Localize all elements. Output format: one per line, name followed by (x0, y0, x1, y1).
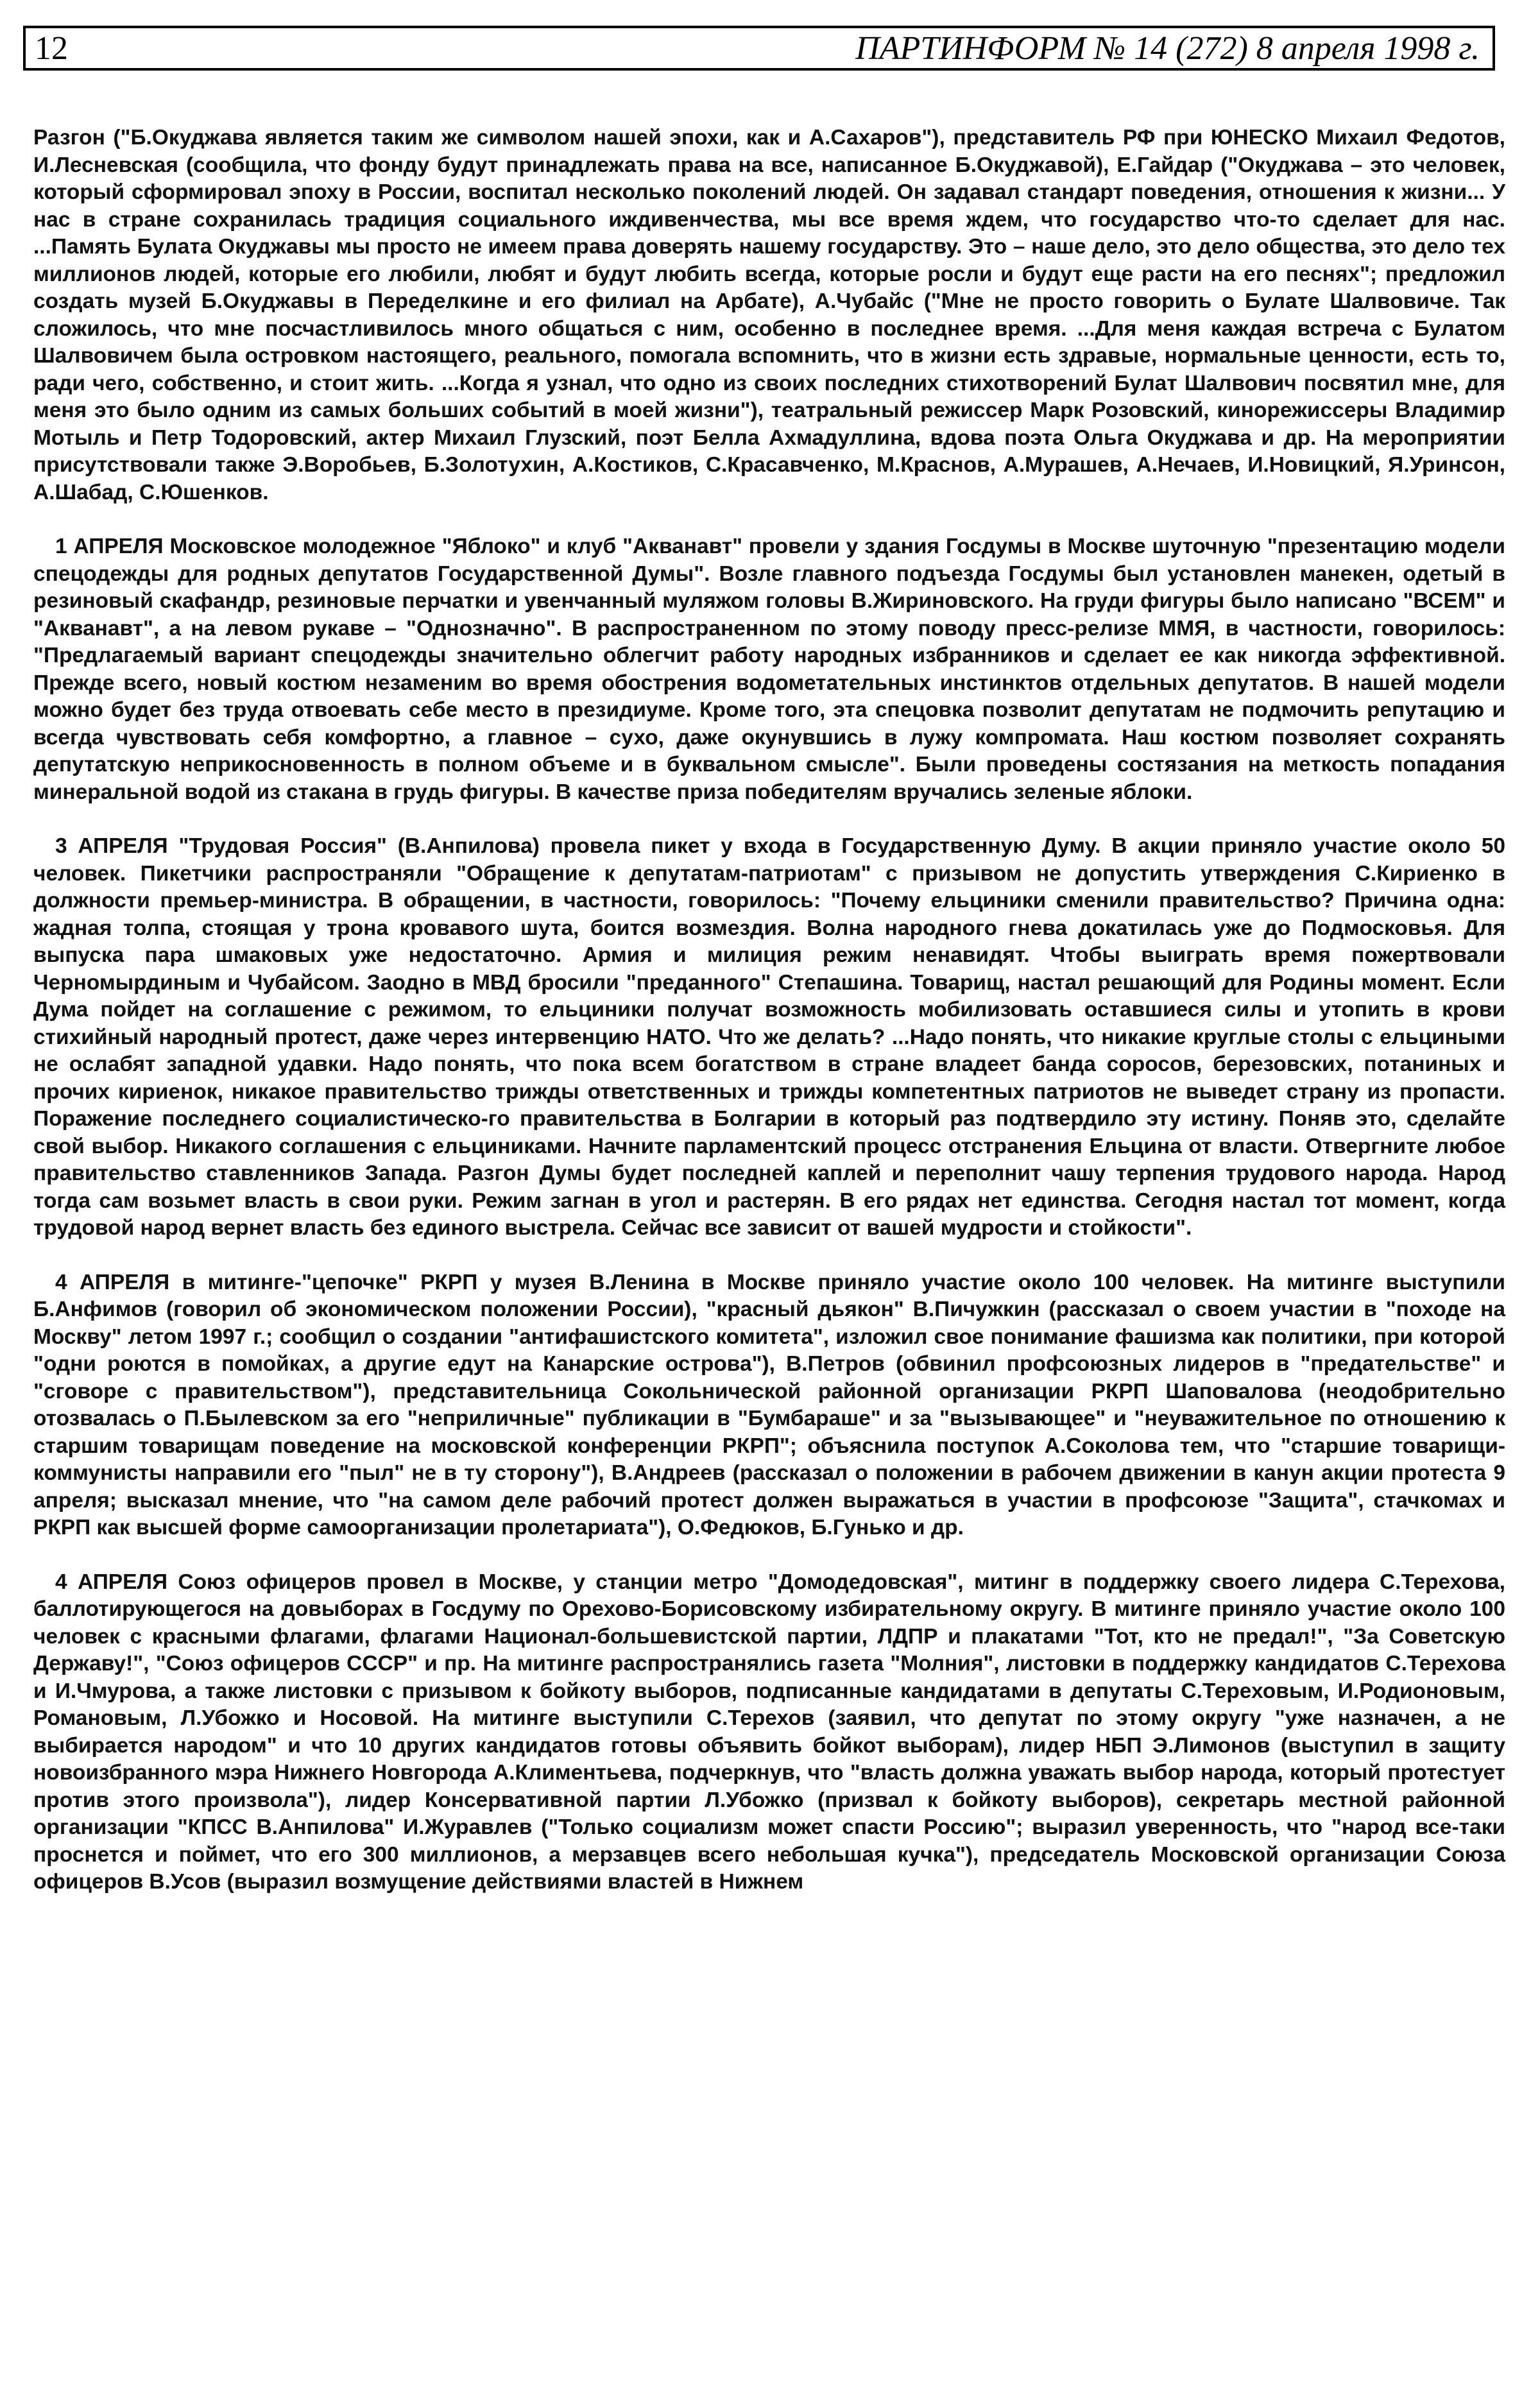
page-header (23, 26, 1495, 71)
paragraph-april-4-rkrp: 4 АПРЕЛЯ в митинге-"цепочке" РКРП у музея В.Ленина в Москве приняло участие около 100 человек. На митинге выступили Б.Анфимов (говорил об экономическом положении России), "красный дьякон" В.Пичужкин (рассказал о своем участии в "походе на Москву" летом 1997 г.; сообщил о создании "антифашистского комитета", изложил свое понимание фашизма как политики, при которой "одни роются в помойках, а другие едут на Канарские острова"), В.Петров (обвинил профсоюзных лидеров в "предательстве" и "сговоре с правительством"), представительница Сокольнической районной организации РКРП Шаповалова (неодобрительно отозвалась о П.Былевском за его "неприличные" публикации в "Бумбараше" и за "вызывающее" и "неуважительное по отношению к старшим товарищам поведение на московской конференции РКРП"; объяснила поступок А.Соколова тем, что "старшие товарищи-коммунисты направили его "пыл" не в ту сторону"), В.Андреев (рассказал о положении в рабочем движении в канун акции протеста 9 апреля; высказал мнение, что "на самом деле рабочий протест должен выражаться в участии в профсоюзе "Защита", стачкомах и РКРП как высшей форме самоорганизации пролетариата"), О.Федюков, Б.Гунько и др. (33, 1270, 1505, 1539)
paragraph-april-4-officers: 4 АПРЕЛЯ Союз офицеров провел в Москве, у станции метро "Домодедовская", митинг в поддержку своего лидера С.Терехова, баллотирующегося на довыборах в Госдуму по Орехово-Борисовскому избирательному округу. В митинге приняло участие около 100 человек с красными флагами, флагами Национал-большевистской партии, ЛДПР и плакатами "Тот, кто не предал!", "За Советскую Державу!", "Союз офицеров СССР" и пр. На митинге распространялись газета "Молния", листовки в поддержку кандидатов С.Терехова и И.Чмурова, а также листовки с призывом к бойкоту выборов, подписанные кандидатами в депутаты С.Тереховым, И.Родионовым, Романовым, Л.Убожко и Носовой. На митинге выступили С.Терехов (заявил, что депутат по этому округу "уже назначен, а не выбирается народом" и что 10 других кандидатов готовы объявить бойкот выборам), лидер НБП Э.Лимонов (выступил в защиту новоизбранного мэра Нижнего Новгорода А.Климентьева, подчеркнув, что "власть должна уважать выбор народа, который протестует против этого произвола"), лидер Консервативной партии Л.Убожко (призвал к бойкоту выборов), секретарь местной районной организации "КПСС В.Анпилова" И.Журавлев ("Только социализм может спасти Россию"; выразил уверенность, что "народ все-таки проснется и поймет, что его 300 миллионов, а мерзавцев всего небольшая кучка"), председатель Московской организации Союза офицеров В.Усов (выразил возмущение действиями властей в Нижнем (33, 1570, 1505, 1894)
paragraph-okudzhava: Разгон ("Б.Окуджава является таким же символом нашей эпохи, как и А.Сахаров"), представитель РФ при ЮНЕСКО Михаил Федотов, И.Лесневская (сообщила, что фонду будут принадлежать права на все, написанное Б.Окуджавой), Е.Гайдар ("Окуджава – это человек, который сформировал эпоху в России, воспитал несколько поколений людей. Он задавал стандарт поведения, отношения к жизни... У нас в стране сохранилась традиция социального иждивенчества, мы все время ждем, что государство что-то сделает для нас. ...Память Булата Окуджавы мы просто не имеем права доверять нашему государству. Это – наше дело, это дело общества, это дело тех миллионов людей, которые его любили, любят и будут любить всегда, которые росли и будут еще расти на его песнях"; предложил создать музей Б.Окуджавы в Переделкине и его филиал на Арбате), А.Чубайс ("Мне не просто говорить о Булате Шалвовиче. Так сложилось, что мне посчастливилось много общаться с ним, особенно в последнее время. ...Для меня каждая встреча с Булатом Шалвовичем была островком настоящего, реального, помогала вспомнить, что в жизни есть здравые, нормальные ценности, есть то, ради чего, собственно, и стоит жить. ...Когда я узнал, что одно из своих последних стихотворений Булат Шалвович посвятил мне, для меня это было одним из самых больших событий в моей жизни"), театральный режиссер Марк Розовский, кинорежиссеры Владимир Мотыль и Петр Тодоровский, актер Михаил Глузский, поэт Белла Ахмадуллина, вдова поэта Ольга Окуджава и др. На мероприятии присутствовали также Э.Воробьев, Б.Золотухин, А.Костиков, С.Красавченко, М.Краснов, А.Мурашев, А.Нечаев, И.Новицкий, Я.Уринсон, А.Шабад, С.Юшенков. (33, 126, 1505, 504)
paragraph-april-3: 3 АПРЕЛЯ "Трудовая Россия" (В.Анпилова) провела пикет у входа в Государственную Думу. В акции приняло участие около 50 человек. Пикетчики распространяли "Обращение к депутатам-патриотам" с призывом не допустить утверждения С.Кириенко в должности премьер-министра. В обращении, в частности, говорилось: "Почему ельциники сменили правительство? Причина одна: жадная толпа, стоящая у трона кровавого шута, боится возмездия. Волна народного гнева докатилась уже до Подмосковья. Для выпуска пара шмаковых уже недостаточно. Армия и милиция режим ненавидят. Чтобы выиграть время пожертвовали Черномырдиным и Чубайсом. Заодно в МВД бросили "преданного" Степашина. Товарищ, настал решающий для Родины момент. Если Дума пойдет на соглашение с режимом, то ельциники получат возможность мобилизовать оставшиеся силы и утопить в крови стихийный народный протест, даже через интервенцию НАТО. Что же делать? ...Надо понять, что никакие круглые столы с ельциными не ослабят западной удавки. Надо понять, что пока всем богатством в стране владеет банда соросов, березовских, потаниных и прочих кириенок, никакое правительство трижды ответственных и трижды компетентных патриотов не выведет страну из пропасти. Поражение последнего социалистическо-го правительства в Болгарии в который раз подтвердило эту истину. Поняв это, сделайте свой выбор. Никакого соглашения с ельциниками. Начните парламентский процесс отстранения Ельцина от власти. Отвергните любое правительство ставленников Запада. Разгон Думы будет последней каплей и переполнит чашу терпения трудового народа. Народ тогда сам возьмет власть в свои руки. Режим загнан в угол и растерян. В его рядах нет единства. Сегодня настал тот момент, когда трудовой народ вернет власть без единого выстрела. Сейчас все зависит от вашей мудрости и стойкости". (33, 834, 1505, 1240)
page-number: 12 (35, 30, 68, 67)
paragraph-april-1: 1 АПРЕЛЯ Московское молодежное "Яблоко" и клуб "Акванавт" провели у здания Госдумы в Москве шуточную "презентацию модели спецодежды для родных депутатов Государственной Думы". Возле главного подъезда Госдумы был установлен манекен, одетый в резиновый скафандр, резиновые перчатки и увенчанный муляжом головы В.Жириновского. На груди фигуры было написано "ВСЕМ" и "Акванавт", а на левом рукаве – "Однозначно". В распространенном по этому поводу пресс-релизе ММЯ, в частности, говорилось: "Предлагаемый вариант спецодежды значительно облегчит работу народных избранников и сделает ее как никогда эффективной. Прежде всего, новый костюм незаменим во время обострения водометательных инстинктов отдельных депутатов. В нашей модели можно будет без труда отвоевать себе место в президиуме. Кроме того, эта спецовка позволит депутатам не подмочить репутацию и всегда чувствовать себя комфортно, а главное – сухо, даже окунувшись в лужу компромата. Наш костюм позволяет сохранять депутатскую неприкосновенность в полном объеме и в буквальном смысле". Были проведены состязания на меткость попадания минеральной водой из стакана в грудь фигуры. В качестве приза победителям вручались зеленые яблоки. (33, 535, 1505, 804)
article-body (33, 124, 1505, 1896)
masthead-title: ПАРТИНФОРМ № 14 (272) 8 апреля 1998 г. (855, 30, 1480, 67)
